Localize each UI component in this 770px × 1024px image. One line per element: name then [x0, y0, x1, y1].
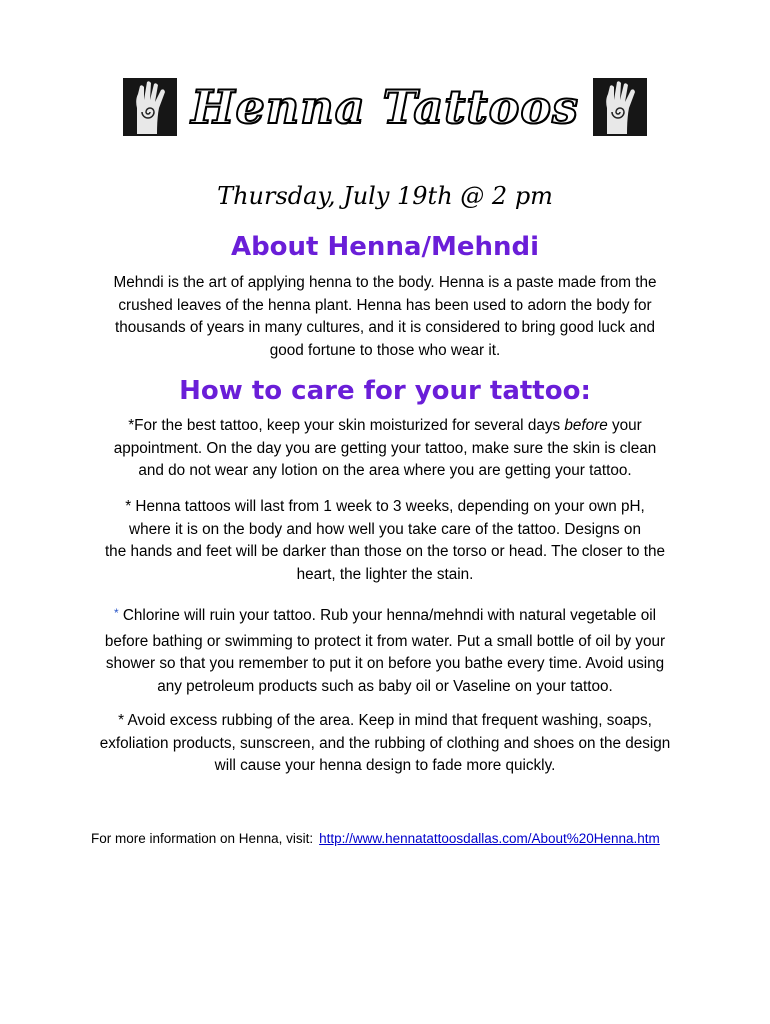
care-line: before bathing or swimming to protect it from water. Put a small bottle of oil by your — [104, 632, 666, 650]
care-line: where it is on the body and how well you take care of the tattoo. Designs on — [129, 520, 641, 538]
care-line — [0, 415, 770, 438]
care-line: heart, the lighter the stain. — [296, 565, 474, 583]
care-line: shower so that you remember to put it on before you bathe every time. Avoid using — [105, 655, 665, 672]
care-line: any petroleum products such as baby oil or Vaseline on your tattoo. — [157, 677, 613, 695]
care-text: *For the best tattoo, keep your skin moisturized for several days — [128, 417, 565, 434]
care-text: Chlorine will ruin your tattoo. Rub your henna/mehndi with natural vegetable oil — [118, 607, 657, 624]
henna-hand-icon — [593, 78, 647, 136]
care-paragraph-rubbing — [0, 710, 770, 778]
care-line: * Avoid excess rubbing of the area. Keep in mind that frequent washing, soaps, — [118, 712, 652, 729]
care-paragraph-moisturize — [0, 415, 770, 483]
care-line: and do not wear any lotion on the area where you are getting your tattoo. — [138, 462, 632, 479]
footer-info — [91, 831, 660, 846]
asterisk-marker: * — [113, 606, 119, 620]
care-emphasis: before — [564, 417, 608, 434]
about-paragraph — [0, 272, 770, 362]
about-line: thousands of years in many cultures, and it is considered to bring good luck and — [115, 319, 655, 336]
care-line: appointment. On the day you are getting your tattoo, make sure the skin is clean — [113, 439, 657, 457]
henna-hand-icon — [123, 78, 177, 136]
care-heading: How to care for your tattoo: — [179, 376, 591, 406]
care-line: * Henna tattoos will last from 1 week to 3 weeks, depending on your own pH, — [125, 498, 645, 515]
title-row — [0, 74, 770, 140]
care-paragraph-duration — [0, 496, 770, 586]
footer-text: For more information on Henna, visit: — [91, 831, 314, 846]
about-line: crushed leaves of the henna plant. Henna has been used to adorn the body for — [118, 296, 652, 314]
care-line — [0, 602, 770, 628]
care-line: exfoliation products, sunscreen, and the rubbing of clothing and shoes on the design — [99, 734, 671, 752]
about-line: good fortune to those who wear it. — [269, 341, 501, 359]
henna-info-link[interactable]: http://www.hennatattoosdallas.com/About%20Henna.htm — [319, 831, 660, 846]
care-text: your — [607, 417, 642, 434]
page-title: Henna Tattoos — [191, 80, 579, 134]
about-heading: About Henna/Mehndi — [230, 232, 540, 262]
care-line: the hands and feet will be darker than those on the torso or head. The closer to the — [104, 543, 666, 560]
about-line: Mehndi is the art of applying henna to the body. Henna is a paste made from the — [113, 274, 657, 291]
care-line: will cause your henna design to fade more quickly. — [214, 757, 556, 774]
event-date: Thursday, July 19th @ 2 pm — [217, 182, 553, 210]
care-paragraph-chlorine — [0, 602, 770, 698]
